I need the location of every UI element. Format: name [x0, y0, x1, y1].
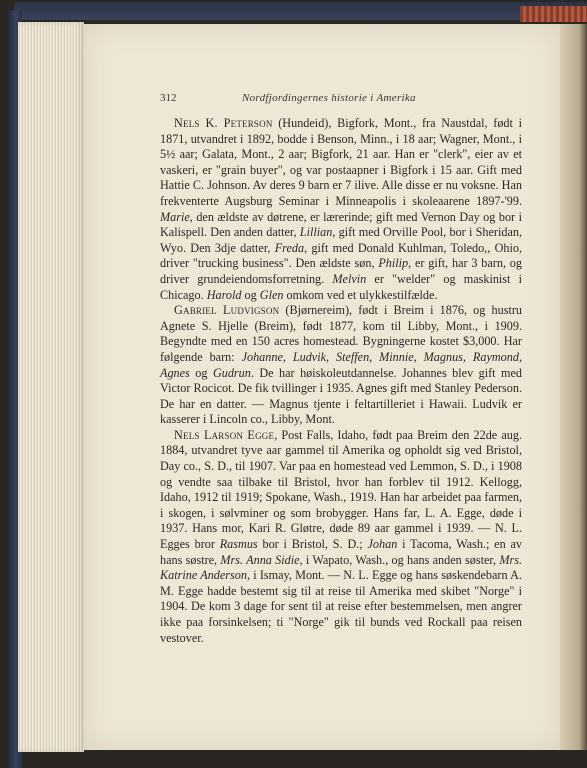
- entry-relative-name: Rasmus: [219, 537, 258, 552]
- entry-child-names: Johanne, Ludvik, Steffen, Minnie, Magnus, Raymond, Agnes: [160, 349, 522, 380]
- entry-text: (Hundeid), Bigfork, Mont., fra Naustdal, født i 1871, utvandret i 1892, bodde i Benson, Minn., i 18 aar; Wagner, Mont., i 5½ aar; Galata, Mont., 2 aar; Bigfork, 21 aar. Han er "clerk", eier av et vaskeri, er "grain buyer", og var postaapner i Bigfork i 15 aar. Gift med Hattie C. Johnson. Av deres 9 barn er 7 ilive. Alle disse er nu voksne. Han frekventerte Augsburg Seminar i Minneapolis i skoleaarene 1897-'99.: [160, 116, 522, 208]
- entry-text: omkom ved et ulykkestilfælde.: [283, 287, 438, 302]
- page-body: [160, 116, 522, 646]
- entry-name: Gabriel Ludvigson: [174, 303, 280, 318]
- entry-text: , i Ismay, Mont. — N. L. Egge og hans søskendebarn A. M. Egge hadde bestemt sig til at reise til Amerika med skibet "Norge" i 1904. De kom 3 dage for sent til at reise efter bestemmelsen, men angrer ikke paa forsinkelsen; ti "Norge" gik til bunds ved Rockall paa reisen vestover.: [160, 568, 522, 645]
- running-header: [160, 92, 520, 108]
- page-number: 312: [160, 92, 177, 104]
- entry-text: og: [241, 287, 260, 302]
- entry-child-name: Freda: [274, 240, 305, 255]
- entry-name: Nels K. Peterson: [174, 116, 273, 130]
- entry-text: , gift med Orville Pool, bor i Sheridan, Wyo. Den 3dje datter,: [160, 225, 522, 255]
- entry-paragraph: [160, 428, 522, 646]
- entry-child-name: Harold: [206, 287, 242, 302]
- book-gutter: [560, 24, 587, 750]
- entry-relative-name: Mrs. Anna Sidie: [220, 552, 300, 567]
- entry-paragraph: [160, 116, 522, 303]
- entry-name: Nels Larson Egge: [174, 427, 275, 442]
- entry-text: , i Wapato, Wash., og hans anden søster,: [299, 552, 500, 567]
- entry-text: er "welder" og maskinist i Chicago.: [160, 271, 522, 302]
- entry-relative-name: Johan: [367, 537, 398, 552]
- entry-child-name: Lillian: [299, 225, 333, 240]
- entry-child-name: Philip: [378, 256, 409, 271]
- entry-text: . De har høiskoleutdannelse. Johannes blev gift med Victor Rocicot. De fik tvillinger i 1935. Agnes gift med Stanley Pederson. De har en datter. — Magnus tjente i feltartilleriet i Hawaii. Ludvik er kasserer i Lincoln co., Libby, Mont.: [160, 365, 523, 427]
- entry-child-name: Glen: [259, 287, 284, 302]
- entry-paragraph: [160, 303, 522, 428]
- entry-child-name: Gudrun: [212, 365, 251, 380]
- page-edges: [18, 22, 84, 752]
- entry-text: (Bjørnereim), født i Breim i 1876, og hustru Agnete S. Hjelle (Breim), født 1877, kom til Libby, Mont., i 1909. Begyndte med en 150 acres homestead. Bygningerne kostet $3,000. Har følgende barn:: [160, 303, 522, 364]
- entry-relative-name: Mrs. Katrine Anderson: [160, 552, 522, 583]
- bookmark-ribbon: [520, 6, 587, 22]
- entry-text: , Post Falls, Idaho, født paa Breim den 22de aug. 1884, utvandret tyve aar gammel til Amerika og opholdt sig ved Bristol, Day co., S. D., til 1907. Var paa en homestead ved Lemmon, S. D., i 1908 og vendte saa tilbake til Bristol, hvor han forblev til 1912. Kellogg, Idaho, 1912 til 1919; Spokane, Wash., 1919. Han har arbeidet paa farmen, i skogen, i sølvminer og som brobygger. Hans far, L. A. Egge, døde i 1937. Hans mor, Kari R. Gløtre, døde 89 aar gammel i 1939. — N. L. Egges bror: [160, 427, 522, 552]
- entry-text: , gift med Donald Kuhlman, Toledo,, Ohio, driver "trucking business". Den ældste søn,: [160, 240, 522, 271]
- entry-text: , er gift, har 3 barn, og driver grundeiendomsforretning.: [160, 256, 522, 286]
- entry-text: bor i Bristol, S. D.;: [257, 537, 368, 552]
- entry-child-name: Marie: [160, 209, 190, 224]
- entry-text: , den ældste av døtrene, er lærerinde; gift med Vernon Day og bor i Kalispell. Den anden datter,: [160, 209, 522, 240]
- entry-text: i Tacoma, Wash.; en av hans søstre,: [160, 537, 522, 567]
- running-title: Nordfjordingernes historie i Amerika: [242, 92, 416, 104]
- book-cover-top: [14, 2, 587, 20]
- entry-child-name: Melvin: [332, 271, 367, 286]
- entry-text: og: [189, 365, 213, 380]
